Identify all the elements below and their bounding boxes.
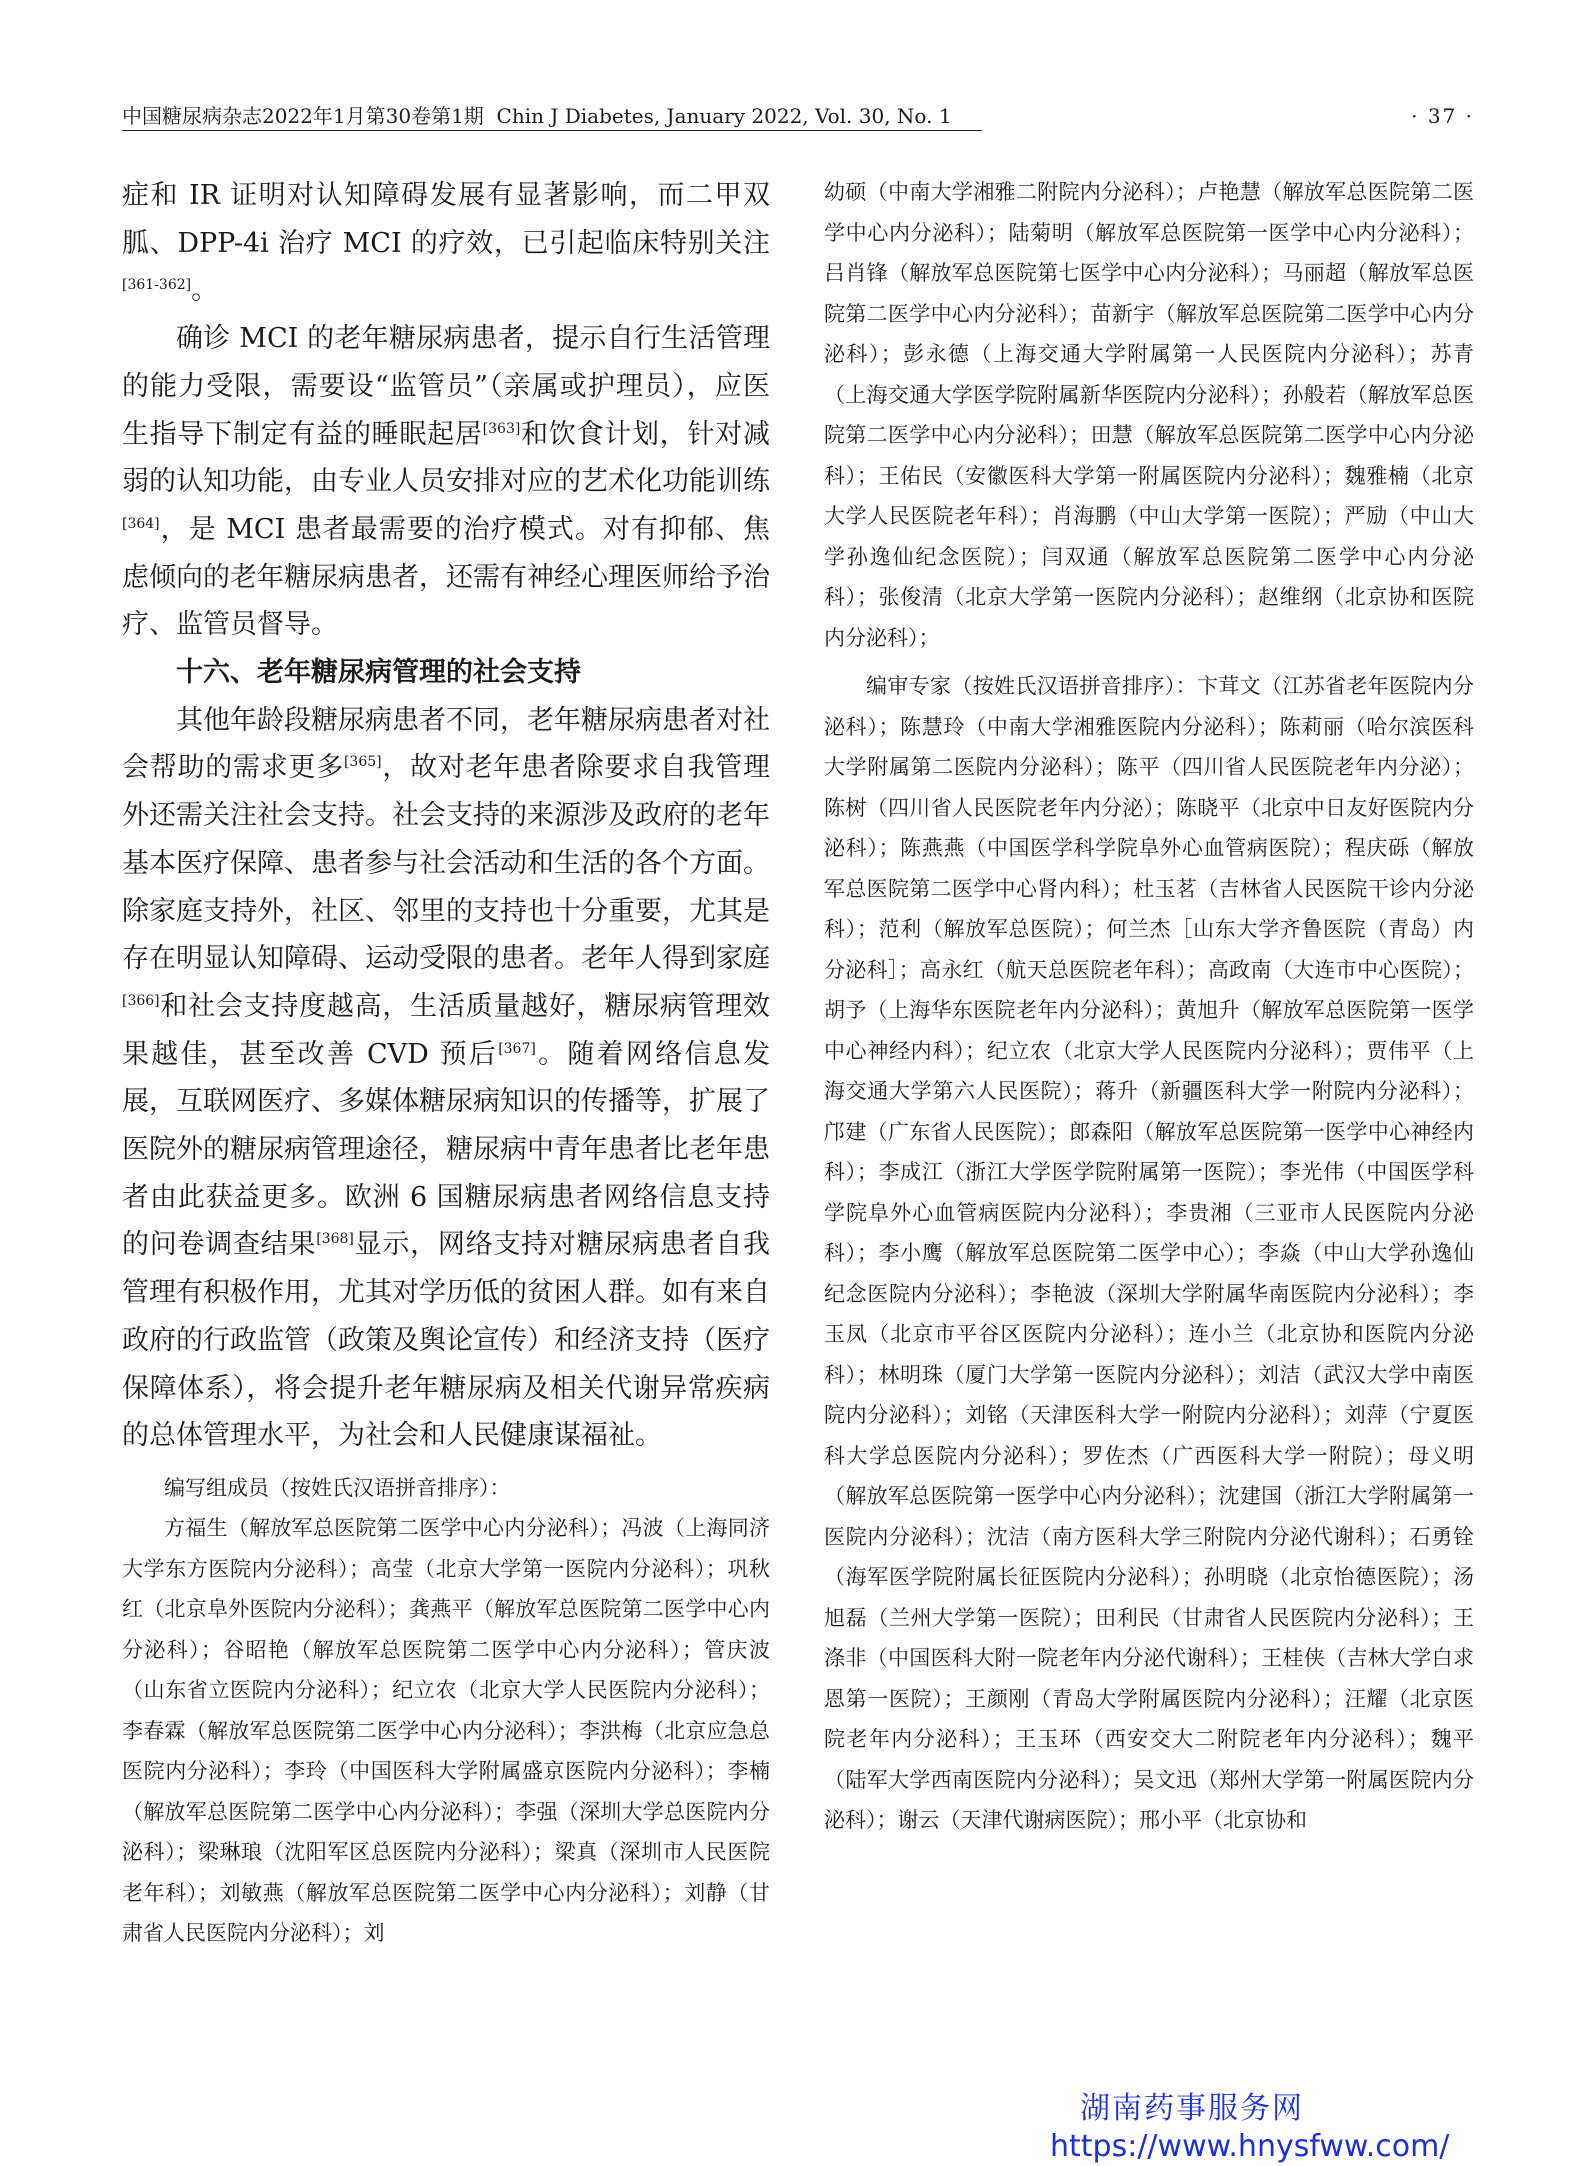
citation: [364] <box>122 515 160 532</box>
reviewers-label: 编审专家（按姓氏汉语拼音排序）： <box>866 674 1197 698</box>
running-header <box>122 98 1474 134</box>
watermark-url[interactable]: https://www.hnysfww.com/ <box>1050 2129 1450 2164</box>
p3-text-b: ，故对老年患者除要求自我管理外还需关注社会支持。社会支持的来源涉及政府的老年基本医疗保障、患者参与社会活动和生活的各个方面。除家庭支持外，社区、邻里的支持也十分重要，尤其是存在明显认知障碍、运动受限的患者。老年人得到家庭 <box>122 752 771 975</box>
citation: [361-362] <box>122 277 192 294</box>
p1-text: 症和 IR 证明对认知障碍发展有显著影响，而二甲双胍、DPP-4i 治疗 MCI 的疗效，已引起临床特别关注 <box>122 180 770 259</box>
p2-text-b: 和饮食计划，针对减弱的认知功能，由专业人员安排对应的艺术化功能训练 <box>122 418 771 498</box>
watermark <box>1050 2090 1470 2166</box>
section-heading: 十六、老年糖尿病管理的社会支持 <box>176 657 581 689</box>
writers-list: 方福生（解放军总医院第二医学中心内分泌科）；冯波（上海同济大学东方医院内分泌科）；高莹（北京大学第一医院内分泌科）；巩秋红（北京阜外医院内分泌科）；龚燕平（解放军总医院第二医学中心内分泌科）；谷昭艳（解放军总医院第二医学中心内分泌科）；管庆波（山东省立医院内分泌科）；纪立农（北京大学人民医院内分泌科）；李春霖（解放军总医院第二医学中心内分泌科）；李洪梅（北京应急总医院内分泌科）；李玲（中国医科大学附属盛京医院内分泌科）；李楠（解放军总医院第二医学中心内分泌科）；李强（深圳大学总医院内分泌科）；梁琳琅（沈阳军区总医院内分泌科）；梁真（深圳市人民医院老年科）；刘敏燕（解放军总医院第二医学中心内分泌科）；刘静（甘肃省人民医院内分泌科）；刘 <box>122 1516 770 1946</box>
p3-text-a: 其他年龄段糖尿病患者不同，老年糖尿病患者对社会帮助的需求更多 <box>122 704 770 784</box>
p1-end: 。 <box>191 275 219 307</box>
citation: [368] <box>316 1231 354 1248</box>
p2-text-c: ，是 MCI 患者最需要的治疗模式。对有抑郁、焦虑倾向的老年糖尿病患者，还需有神经心理医师给予治疗、监管员督导。 <box>122 513 770 641</box>
citation: [363] <box>482 420 521 437</box>
right-column <box>824 172 1474 1841</box>
p3-text-e: 显示，网络支持对糖尿病患者自我管理有积极作用，尤其对学历低的贫困人群。如有来自政府的行政监管（政策及舆论宣传）和经济支持（医疗保障体系），将会提升老年糖尿病及相关代谢异常疾病的总体管理水平，为社会和人民健康谋福祉。 <box>122 1229 771 1452</box>
writers-list-continued: 幼硕（中南大学湘雅二附院内分泌科）；卢艳慧（解放军总医院第二医学中心内分泌科）；陆菊明（解放军总医院第一医学中心内分泌科）；吕肖锋（解放军总医院第七医学中心内分泌科）；马丽超（解放军总医院第二医学中心内分泌科）；苗新宇（解放军总医院第二医学中心内分泌科）；彭永德（上海交通大学附属第一人民医院内分泌科）；苏青（上海交通大学医学院附属新华医院内分泌科）；孙般若（解放军总医院第二医学中心内分泌科）；田慧（解放军总医院第二医学中心内分泌科）；王佑民（安徽医科大学第一附属医院内分泌科）；魏雅楠（北京大学人民医院老年科）；肖海鹏（中山大学第一医院）；严励（中山大学孙逸仙纪念医院）；闫双通（解放军总医院第二医学中心内分泌科）；张俊清（北京大学第一医院内分泌科）；赵维纲（北京协和医院内分泌科）； <box>824 180 1474 650</box>
journal-header <box>122 98 952 134</box>
reviewers-list <box>824 666 1474 1841</box>
left-column <box>122 172 770 1954</box>
reviewers-text: 卞茸文（江苏省老年医院内分泌科）；陈慧玲（中南大学湘雅医院内分泌科）；陈莉丽（哈尔滨医科大学附属第二医院内分泌科）；陈平（四川省人民医院老年内分泌）；陈树（四川省人民医院老年内分泌）；陈晓平（北京中日友好医院内分泌科）；陈燕燕（中国医学科学院阜外心血管病医院）；程庆砾（解放军总医院第二医学中心肾内科）；杜玉茗（吉林省人民医院干诊内分泌科）；范利（解放军总医院）；何兰杰［山东大学齐鲁医院（青岛）内分泌科］；高永红（航天总医院老年科）；高政南（大连市中心医院）；胡予（上海华东医院老年内分泌科）；黄旭升（解放军总医院第一医学中心神经内科）；纪立农（北京大学人民医院内分泌科）；贾伟平（上海交通大学第六人民医院）；蒋升（新疆医科大学一附院内分泌科）；邝建（广东省人民医院）；郎森阳（解放军总医院第一医学中心神经内科）；李成江（浙江大学医学院附属第一医院）；李光伟（中国医学科学院阜外心血管病医院内分泌科）；李贵湘（三亚市人民医院内分泌科）；李小鹰（解放军总医院第二医学中心）；李焱（中山大学孙逸仙纪念医院内分泌科）；李艳波（深圳大学附属华南医院内分泌科）；李玉凤（北京市平谷区医院内分泌科）；连小兰（北京协和医院内分泌科）；林明珠（厦门大学第一医院内分泌科）；刘洁（武汉大学中南医院内分泌科）；刘铭（天津医科大学一附院内分泌科）；刘萍（宁夏医科大学总医院内分泌科）；罗佐杰（广西医科大学一附院）；母义明（解放军总医院第一医学中心内分泌科）；沈建国（浙江大学附属第一医院内分泌科）；沈洁（南方医科大学三附院内分泌代谢科）；石勇铨（海军医学院附属长征医院内分泌科）；孙明晓（北京怡德医院）；汤旭磊（兰州大学第一医院）；田利民（甘肃省人民医院内分泌科）；王涤非（中国医科大附一院老年内分泌代谢科）；王桂侠（吉林大学白求恩第一医院）；王颜刚（青岛大学附属医院内分泌科）；汪耀（北京医院老年内分泌科）；王玉环（西安交大二附院老年内分泌科）；魏平（陆军大学西南医院内分泌科）；吴文迅（郑州大学第一附属医院内分泌科）；谢云（天津代谢病医院）；邢小平（北京协和 <box>824 674 1475 1832</box>
p3-text-d: 。随着网络信息发展，互联网医疗、多媒体糖尿病知识的传播等，扩展了医院外的糖尿病管理途径，糖尿病中青年患者比老年患者由此获益更多。欧洲 6 国糖尿病患者网络信息支持的问卷调查结果 <box>122 1038 770 1261</box>
citation: [367] <box>498 1040 536 1057</box>
paragraph-1 <box>122 172 770 315</box>
page-number: · 37 · <box>1411 104 1474 128</box>
header-rule <box>122 130 982 131</box>
citation: [365] <box>343 754 382 771</box>
paragraph-3 <box>122 697 770 1460</box>
writers-label: 编写组成员（按姓氏汉语拼音排序）： <box>164 1475 511 1500</box>
paragraph-2 <box>122 315 770 649</box>
citation: [366] <box>122 992 160 1009</box>
journal-name-cn: 中国糖尿病杂志2022年1月第30卷第1期 <box>122 104 484 128</box>
p2-text-a: 确诊 MCI 的老年糖尿病患者，提示自行生活管理的能力受限，需要设“监管员”（亲属或护理员），应医生指导下制定有益的睡眠起居 <box>122 323 770 450</box>
journal-name-en: Chin J Diabetes, January 2022, Vol. 30, No. 1 <box>496 104 952 128</box>
watermark-title: 湖南药事服务网 <box>1080 2091 1304 2126</box>
p3-text-c: 和社会支持度越高，生活质量越好，糖尿病管理效果越佳，甚至改善 CVD 预后 <box>122 990 770 1070</box>
